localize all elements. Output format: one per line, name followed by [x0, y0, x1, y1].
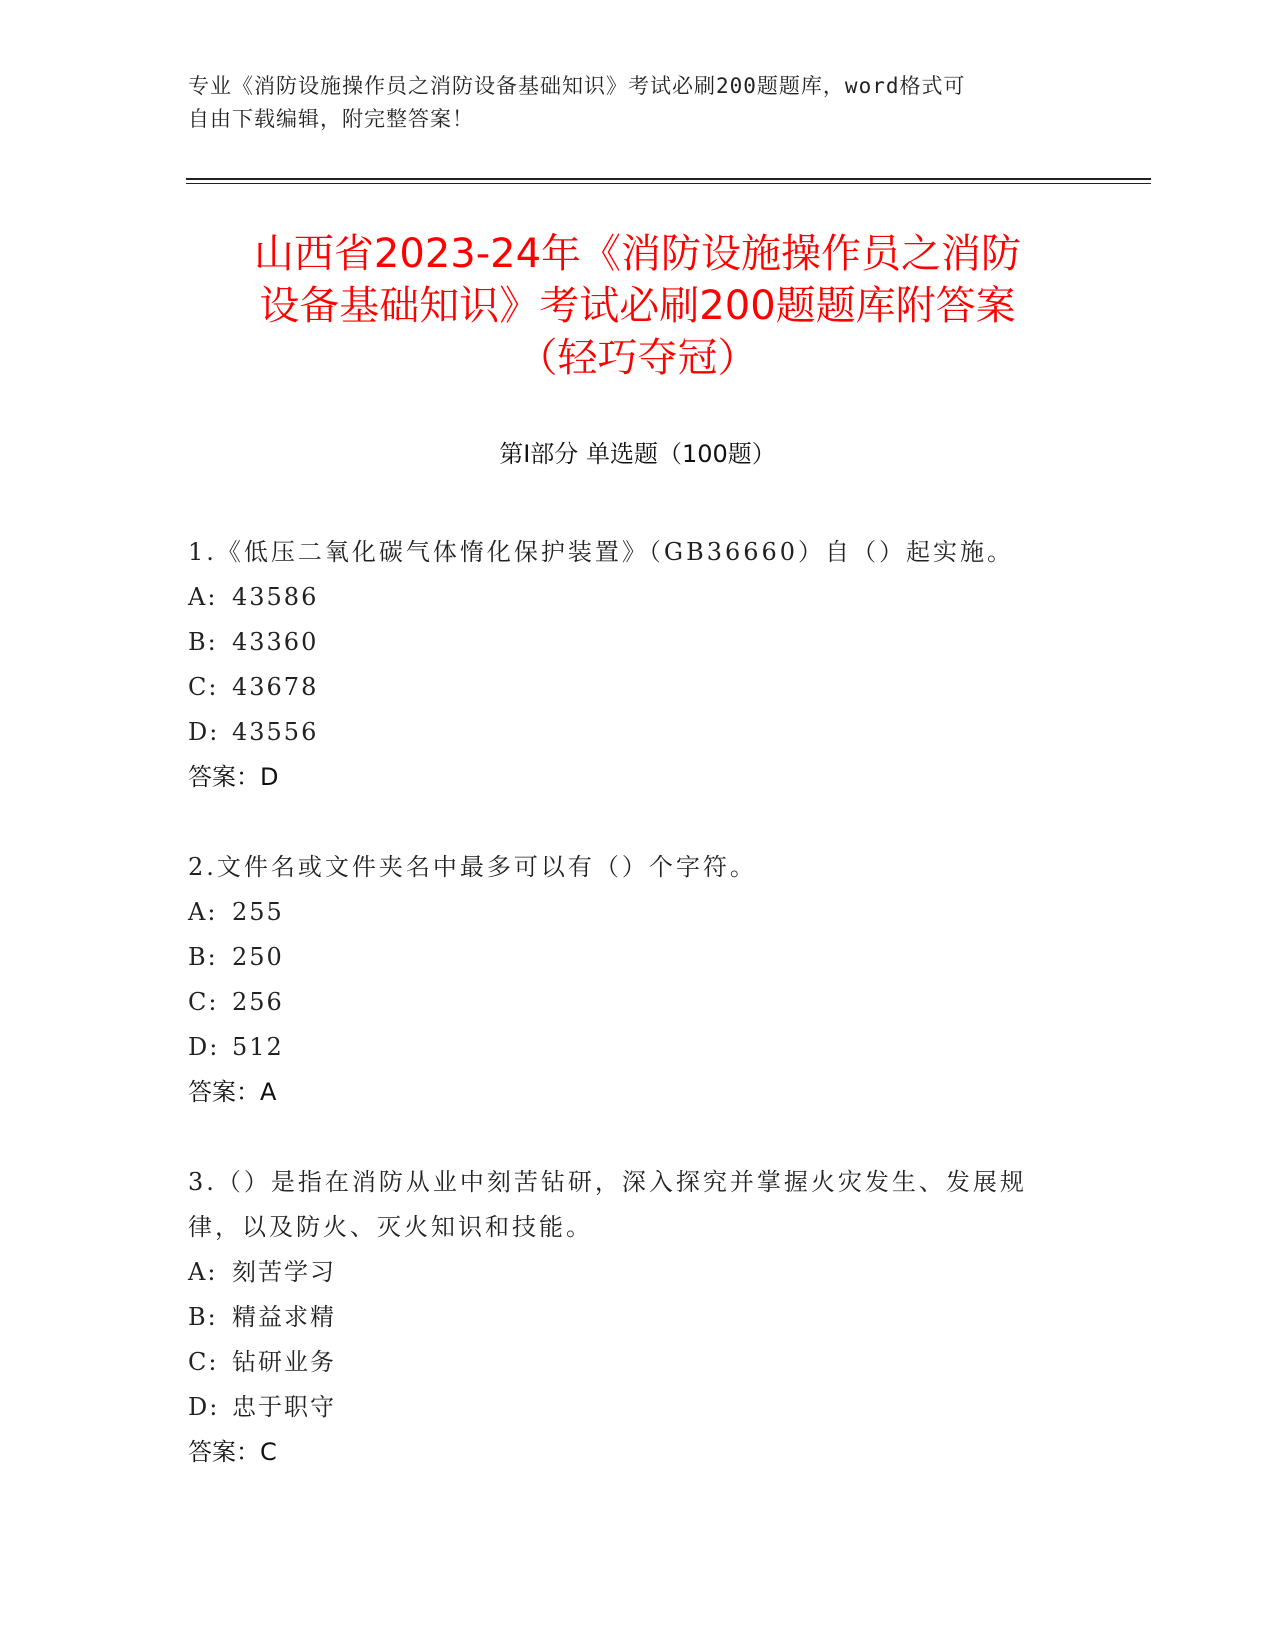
- option-letter: B:: [188, 1303, 218, 1331]
- question-option: [188, 1340, 1068, 1385]
- option-text: 256: [232, 988, 284, 1016]
- question-option: [188, 665, 1068, 710]
- document-title-line: 设备基础知识》考试必刷200题题库附答案: [259, 283, 1016, 329]
- question-option: [188, 1295, 1068, 1340]
- document-title-line: 山西省2023-24年《消防设施操作员之消防: [253, 231, 1022, 277]
- question-stem: 2.文件名或文件夹名中最多可以有（）个字符。: [188, 853, 757, 881]
- question-option: [188, 1250, 1068, 1295]
- question-option: [188, 890, 1068, 935]
- option-text: 钻研业务: [232, 1348, 336, 1376]
- section-heading: 第I部分 单选题（100题）: [499, 440, 776, 468]
- question-option: [188, 620, 1068, 665]
- header-divider: [186, 178, 1151, 180]
- question-answer: 答案：D: [188, 763, 279, 791]
- option-letter: A:: [188, 583, 218, 611]
- question-stem: 3.（）是指在消防从业中刻苦钻研，深入探究并掌握火灾发生、发展规律，以及防火、灭火知识和技能。: [188, 1168, 1027, 1241]
- question-list: [188, 530, 1068, 1520]
- question-stem: 1.《低压二氧化碳气体惰化保护装置》（GB36660）自（）起实施。: [188, 538, 1015, 566]
- question-option: [188, 1385, 1068, 1430]
- option-letter: A:: [188, 1258, 218, 1286]
- document-title-line: （轻巧夺冠）: [517, 335, 758, 381]
- option-text: 255: [232, 898, 284, 926]
- question-answer: 答案：C: [188, 1438, 277, 1466]
- header-note: [188, 70, 1078, 136]
- option-letter: D:: [188, 718, 220, 746]
- option-letter: C:: [188, 1348, 219, 1376]
- question-answer: 答案：A: [188, 1078, 277, 1106]
- question-option: [188, 1025, 1068, 1070]
- option-text: 刻苦学习: [232, 1258, 336, 1286]
- option-letter: A:: [188, 898, 218, 926]
- option-text: 43556: [232, 718, 319, 746]
- option-text: 精益求精: [232, 1303, 336, 1331]
- option-text: 43360: [232, 628, 319, 656]
- option-text: 43678: [232, 673, 319, 701]
- header-divider: [186, 183, 1151, 184]
- option-text: 512: [232, 1033, 284, 1061]
- option-letter: B:: [188, 943, 218, 971]
- question-option: [188, 980, 1068, 1025]
- question-item: [188, 845, 1068, 1115]
- question-item: [188, 1160, 1068, 1475]
- option-letter: C:: [188, 673, 219, 701]
- option-letter: C:: [188, 988, 219, 1016]
- question-option: [188, 710, 1068, 755]
- option-letter: D:: [188, 1393, 220, 1421]
- question-option: [188, 575, 1068, 620]
- header-note-line: 自由下载编辑，附完整答案！: [188, 107, 474, 131]
- question-item: [188, 530, 1068, 800]
- option-text: 43586: [232, 583, 319, 611]
- question-option: [188, 935, 1068, 980]
- option-text: 忠于职守: [232, 1393, 336, 1421]
- document-title: [150, 228, 1125, 384]
- option-letter: B:: [188, 628, 218, 656]
- header-note-line: 专业《消防设施操作员之消防设备基础知识》考试必刷200题题库，word格式可: [188, 74, 966, 98]
- option-letter: D:: [188, 1033, 220, 1061]
- option-text: 250: [232, 943, 284, 971]
